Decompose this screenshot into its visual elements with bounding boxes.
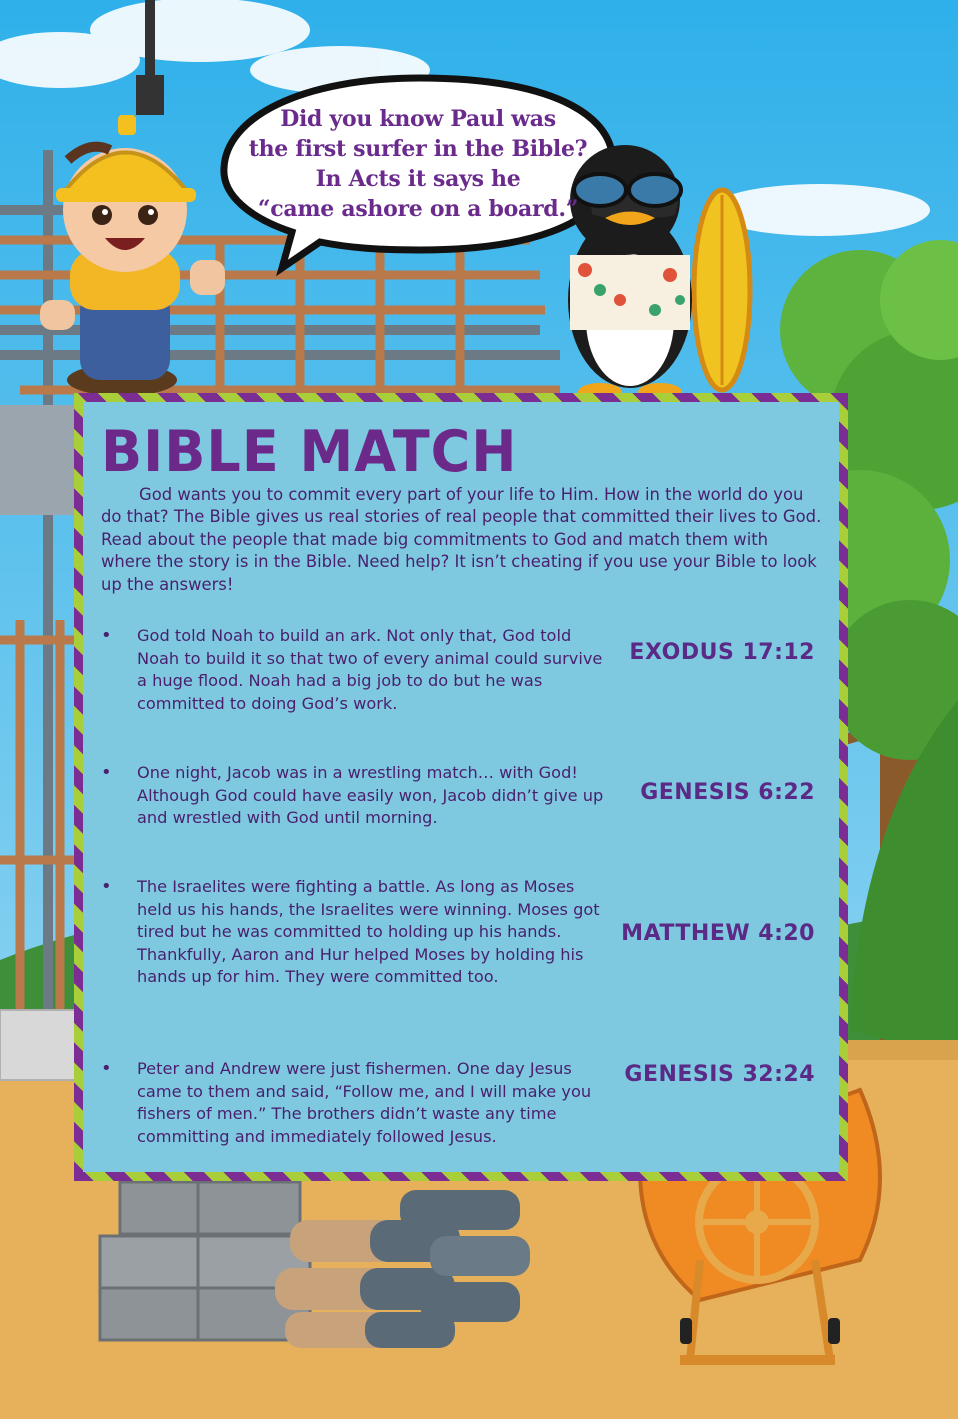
speech-line: the first surfer in the Bible? (248, 136, 588, 162)
speech-line: “came ashore on a board.” (257, 196, 579, 222)
bullet-icon: • (101, 1058, 112, 1079)
bullet-icon: • (101, 625, 112, 646)
reference-genesis-32: GENESIS 32:24 (624, 1062, 815, 1087)
speech-bubble-text (248, 104, 588, 224)
reference-exodus: EXODUS 17:12 (629, 640, 815, 665)
speech-line: Did you know Paul was (280, 106, 556, 132)
match-item-text: The Israelites were fighting a battle. As long as Moses held us his hands, the Israelites were winning. Moses got tired but he was committed to holding up his hands. Thankfully, Aaron and Hur helped Moses by holding his hands up for him. They were committed too. (137, 877, 600, 986)
speech-line: In Acts it says he (315, 166, 521, 192)
activity-card (74, 393, 848, 1181)
match-item-text: One night, Jacob was in a wrestling match… with God! Although God could have easily won, Jacob didn’t give up and wrestled with God until morning. (137, 763, 604, 827)
reference-genesis-6: GENESIS 6:22 (640, 780, 815, 805)
match-item-text: God told Noah to build an ark. Not only that, God told Noah to build it so that two of every animal could survive a huge flood. Noah had a big job to do but he was committed to doing God’s work. (137, 626, 603, 713)
match-item-text: Peter and Andrew were just fishermen. One day Jesus came to them and said, “Follow me, and I will make you fishers of men.” The brothers didn’t waste any time committing and immediately followed Jesus. (137, 1059, 592, 1146)
reference-matthew: MATTHEW 4:20 (621, 921, 815, 946)
activity-title: BIBLE MATCH (101, 418, 518, 485)
bullet-icon: • (101, 876, 112, 897)
activity-intro: God wants you to commit every part of your life to Him. How in the world do you do that? The Bible gives us real stories of real people that committed their lives to God. Read about the people that made big commitments to God and match them with where the story is in the Bible. Need help? It isn’t cheating if you use your Bible to look up the answers! (101, 485, 822, 594)
cinder-blocks (100, 1182, 310, 1340)
bullet-icon: • (101, 762, 112, 783)
